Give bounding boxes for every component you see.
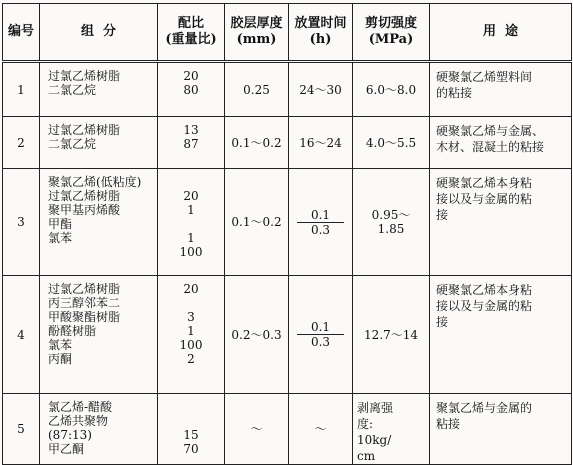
components-cell: 过氯乙烯树脂 二氯乙烷 xyxy=(40,62,158,117)
ratio-cell: 13 87 xyxy=(158,117,225,169)
time-cell: 24～30 xyxy=(289,62,353,117)
table-row xyxy=(3,394,572,465)
time-fraction: $\frac{0.1}{0.3}$ xyxy=(297,208,344,237)
header-components: 组 分 xyxy=(40,4,158,62)
header-use: 用 途 xyxy=(430,4,572,62)
header-row xyxy=(3,4,572,62)
components-cell: 氯乙烯-醋酸 乙烯共聚物 (87:13) 甲乙酮 xyxy=(40,394,158,465)
time-cell xyxy=(289,276,353,394)
use-cell: 硬聚氯乙烯塑料间 的粘接 xyxy=(430,62,572,117)
table-row xyxy=(3,62,572,117)
time-cell xyxy=(289,169,353,276)
header-thickness: 胶层厚度 (mm) xyxy=(225,4,289,62)
row-number: 2 xyxy=(3,117,40,169)
strength-cell: 0.95～ 1.85 xyxy=(353,169,430,276)
ratio-cell: 20 80 xyxy=(158,62,225,117)
header-strength: 剪切强度 (MPa) xyxy=(353,4,430,62)
use-cell: 硬聚氯乙烯本身粘 接以及与金属的粘 接 xyxy=(430,169,572,276)
use-cell: 聚氯乙烯与金属的 粘接 xyxy=(430,394,572,465)
components-cell: 过氯乙烯树脂 二氯乙烷 xyxy=(40,117,158,169)
row-number: 1 xyxy=(3,62,40,117)
thickness-cell: 0.25 xyxy=(225,62,289,117)
thickness-cell: ～ xyxy=(225,394,289,465)
row-number: 4 xyxy=(3,276,40,394)
components-cell: 聚氯乙烯(低粘度) 过氯乙烯树脂 聚甲基丙烯酸 甲酯 氯苯 xyxy=(40,169,158,276)
table-row xyxy=(3,276,572,394)
time-cell: 16～24 xyxy=(289,117,353,169)
time-cell: ～ xyxy=(289,394,353,465)
time-fraction: $\frac{0.1}{0.3}$ xyxy=(297,320,344,349)
table-row xyxy=(3,117,572,169)
use-cell: 硬聚氯乙烯本身粘 接以及与金属的粘 接 xyxy=(430,276,572,394)
row-number: 3 xyxy=(3,169,40,276)
components-cell: 过氯乙烯树脂 丙三醇邻苯二 甲酸聚酯树脂 酚醛树脂 氯苯 丙酮 xyxy=(40,276,158,394)
ratio-cell: 15 70 xyxy=(158,394,225,465)
strength-cell: 4.0～5.5 xyxy=(353,117,430,169)
table-row xyxy=(3,169,572,276)
strength-cell: 剥离强 度: 10kg/ cm xyxy=(353,394,430,465)
thickness-cell: 0.1～0.2 xyxy=(225,169,289,276)
thickness-cell: 0.2～0.3 xyxy=(225,276,289,394)
adhesive-table xyxy=(2,3,572,465)
use-cell: 硬聚氯乙烯与金属、 木材、混凝土的粘接 xyxy=(430,117,572,169)
strength-cell: 12.7～14 xyxy=(353,276,430,394)
strength-cell: 6.0～8.0 xyxy=(353,62,430,117)
ratio-cell: 20 3 1 100 2 xyxy=(158,276,225,394)
thickness-cell: 0.1～0.2 xyxy=(225,117,289,169)
header-ratio: 配比 (重量比) xyxy=(158,4,225,62)
header-no: 编号 xyxy=(3,4,40,62)
header-time: 放置时间 (h) xyxy=(289,4,353,62)
row-number: 5 xyxy=(3,394,40,465)
ratio-cell: 20 1 1 100 xyxy=(158,169,225,276)
